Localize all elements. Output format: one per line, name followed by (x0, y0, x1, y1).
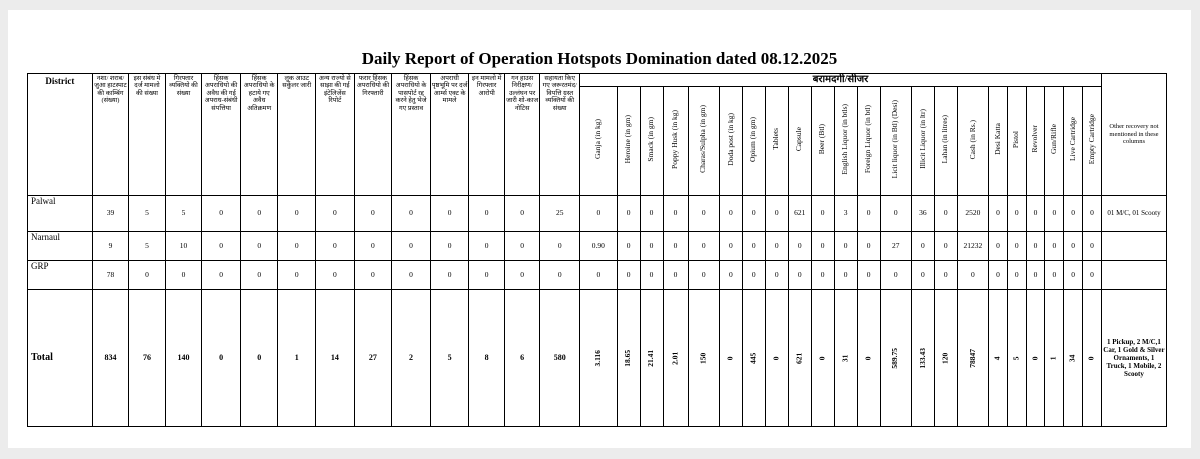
hindi-column-header: हिंसक अपराधियो की अवैध की गई अपराध-संबंधी संपत्तिया (202, 74, 241, 196)
report-table (27, 73, 1167, 427)
count-cell: 39 (92, 195, 129, 232)
seizure-column-header (834, 86, 857, 195)
count-cell: 10 (165, 232, 202, 261)
seizure-total-value: 21.41 (646, 349, 656, 367)
seizure-column-label: Smack (in gm) (646, 116, 656, 162)
seizure-total-value: 1 (1049, 356, 1058, 361)
seizure-column-header (934, 86, 957, 195)
count-cell: 0 (540, 260, 580, 289)
seizure-cell (811, 289, 834, 426)
hindi-column-header: सहायता किए गए जरूरतमंद/ विपत्ति ग्रस्त व्यक्तियों की संख्या (540, 74, 580, 196)
seizure-cell: 0 (765, 232, 788, 261)
seizure-cell: 0 (765, 260, 788, 289)
seizure-cell (1007, 289, 1026, 426)
seizure-cell (719, 289, 742, 426)
district-row (28, 195, 1167, 232)
count-cell: 14 (316, 289, 355, 426)
count-cell: 27 (354, 289, 392, 426)
count-cell: 0 (430, 195, 469, 232)
seizure-column-header (742, 86, 765, 195)
seizure-cell: 0 (617, 195, 640, 232)
seizure-cell: 621 (788, 195, 811, 232)
seizure-cell: 0 (580, 260, 618, 289)
seizure-cell: 0 (742, 232, 765, 261)
seizure-column-header (1082, 86, 1101, 195)
count-cell: 78 (92, 260, 129, 289)
seizure-total-value: 150 (698, 352, 708, 364)
seizure-cell (1064, 289, 1083, 426)
seizure-column-header (989, 86, 1008, 195)
seizure-cell: 0 (617, 232, 640, 261)
hindi-column-header: गिरफ्तार व्यक्तियो की संख्या (165, 74, 202, 196)
seizure-cell: 0 (989, 195, 1008, 232)
seizure-column-header (1064, 86, 1083, 195)
seizure-cell: 0 (857, 232, 880, 261)
count-cell: 8 (469, 289, 504, 426)
seizure-column-header (765, 86, 788, 195)
seizure-cell: 0 (1026, 232, 1045, 261)
count-cell: 1 (278, 289, 316, 426)
seizure-cell (788, 289, 811, 426)
seizure-cell (957, 289, 988, 426)
count-cell: 834 (92, 289, 129, 426)
hindi-column-header: हिंसक अपराधियो के हटाये गए अवैध अतिक्रमण (240, 74, 278, 196)
seizure-cell: 0 (811, 232, 834, 261)
seizure-cell: 0 (934, 195, 957, 232)
seizure-total-value: 3.116 (593, 350, 603, 367)
seizure-cell: 0 (1064, 232, 1083, 261)
seizure-cell: 0.90 (580, 232, 618, 261)
seizure-total-value: 0 (725, 356, 735, 361)
hindi-column-header: अन्य राज्यो से साझा की गई इंटेलिजेंस रिपोर्ट (316, 74, 355, 196)
seizure-total-value: 621 (794, 352, 804, 364)
seizure-column-header (617, 86, 640, 195)
seizure-cell: 0 (880, 195, 911, 232)
seizure-cell: 0 (688, 232, 719, 261)
seizure-column-label: Revolver (1030, 125, 1040, 153)
seizure-cell: 2520 (957, 195, 988, 232)
total-label: Total (28, 289, 93, 426)
seizure-cell (857, 289, 880, 426)
count-cell: 6 (504, 289, 539, 426)
seizure-cell (580, 289, 618, 426)
district-header: District (28, 74, 93, 196)
seizure-cell: 0 (580, 195, 618, 232)
count-cell: 0 (540, 232, 580, 261)
seizure-cell: 21232 (957, 232, 988, 261)
count-cell: 0 (129, 260, 166, 289)
total-row (28, 289, 1167, 426)
seizure-column-label: Lahan (in litres) (940, 115, 950, 164)
count-cell: 0 (278, 232, 316, 261)
seizure-cell: 0 (640, 260, 663, 289)
seizure-cell: 0 (688, 195, 719, 232)
hindi-column-header: नशा/ शराब/ जुआ हाटस्पाट की काम्बिंग (संख्या) (92, 74, 129, 196)
count-cell: 0 (430, 232, 469, 261)
seizure-cell: 0 (1026, 195, 1045, 232)
seizure-section-header: बरामदगी/सीजर (580, 74, 1102, 87)
seizure-cell: 0 (742, 195, 765, 232)
seizure-column-header (911, 86, 934, 195)
district-name: Narnaul (28, 232, 93, 261)
seizure-column-label: Heroine (in gm) (623, 115, 633, 164)
count-cell: 0 (240, 289, 278, 426)
seizure-cell (834, 289, 857, 426)
seizure-column-label: Poppy Husk (in kg) (670, 109, 680, 169)
count-cell: 5 (129, 195, 166, 232)
seizure-cell (934, 289, 957, 426)
seizure-cell: 0 (989, 232, 1008, 261)
seizure-cell: 0 (811, 195, 834, 232)
seizure-column-label: Empty Cartridge (1086, 114, 1096, 165)
count-cell: 0 (504, 195, 539, 232)
seizure-total-value: 0 (817, 356, 827, 361)
hindi-column-header: लुक आउट सर्कुलर जारी (278, 74, 316, 196)
hindi-column-header: इन मामलो में गिरफ्तार आरोपी (469, 74, 504, 196)
report-title: Daily Report of Operation Hotspots Domination dated 08.12.2025 (361, 49, 838, 68)
seizure-cell (1082, 289, 1101, 426)
count-cell: 0 (240, 195, 278, 232)
seizure-cell: 0 (880, 260, 911, 289)
count-cell: 5 (129, 232, 166, 261)
seizure-column-label: Opium (in gm) (748, 116, 758, 162)
count-cell: 0 (469, 260, 504, 289)
seizure-column-label: Desi Katta (992, 123, 1002, 156)
count-cell: 2 (392, 289, 431, 426)
seizure-total-value: 78847 (967, 348, 977, 368)
seizure-cell: 0 (1045, 260, 1064, 289)
seizure-cell (1026, 289, 1045, 426)
count-cell: 0 (278, 260, 316, 289)
seizure-cell: 0 (663, 195, 688, 232)
count-cell: 0 (354, 232, 392, 261)
count-cell: 0 (165, 260, 202, 289)
seizure-total-value: 0 (771, 356, 781, 361)
count-cell: 9 (92, 232, 129, 261)
seizure-total-value: 120 (940, 352, 950, 364)
seizure-cell: 0 (1064, 195, 1083, 232)
seizure-total-value: 18.65 (623, 349, 633, 367)
count-cell: 0 (202, 260, 241, 289)
count-cell: 0 (202, 289, 241, 426)
seizure-column-label: Live Cartridge (1067, 117, 1077, 162)
seizure-column-label: English Liquor (in btls) (840, 103, 850, 175)
seizure-cell: 0 (1064, 260, 1083, 289)
count-cell: 0 (392, 260, 431, 289)
seizure-column-label: Tablets (771, 128, 781, 150)
seizure-total-value: 4 (992, 356, 1002, 361)
hindi-column-header: अपराधी पृष्ठभूमि पर दर्ज आर्म्स एक्ट के मामले (430, 74, 469, 196)
count-cell: 0 (316, 260, 355, 289)
district-row (28, 232, 1167, 261)
seizure-cell: 0 (1082, 195, 1101, 232)
seizure-total-value: 31 (840, 354, 850, 363)
seizure-cell (911, 289, 934, 426)
seizure-cell (1045, 289, 1064, 426)
count-cell: 0 (392, 232, 431, 261)
seizure-column-header (1045, 86, 1064, 195)
seizure-cell: 0 (934, 232, 957, 261)
seizure-cell: 0 (788, 260, 811, 289)
seizure-total-value: 133.43 (917, 348, 927, 369)
hindi-column-header: इस संबंध मे दर्ज मामलो की संख्या (129, 74, 166, 196)
seizure-column-header (640, 86, 663, 195)
seizure-cell: 0 (834, 260, 857, 289)
seizure-column-header (719, 86, 742, 195)
header-row-1 (28, 74, 1167, 87)
count-cell: 0 (469, 195, 504, 232)
seizure-cell: 0 (857, 195, 880, 232)
seizure-column-header (1007, 86, 1026, 195)
count-cell: 5 (430, 289, 469, 426)
seizure-column-header (880, 86, 911, 195)
district-name: Palwal (28, 195, 93, 232)
seizure-total-value: 589.75 (890, 348, 900, 369)
seizure-cell: 0 (765, 195, 788, 232)
hindi-column-header: गन हाउस निरीक्षण/ उल्लंघन पर जारी शो-काज नोटिस (504, 74, 539, 196)
seizure-total-value: 5 (1011, 356, 1021, 361)
seizure-total-value: 2.01 (670, 351, 680, 365)
seizure-column-label: Ganja (in kg) (593, 119, 603, 160)
seizure-cell (663, 289, 688, 426)
count-cell: 140 (165, 289, 202, 426)
seizure-total-value: 0 (1086, 356, 1096, 361)
seizure-cell: 0 (719, 195, 742, 232)
count-cell: 0 (316, 232, 355, 261)
count-cell: 0 (354, 260, 392, 289)
count-cell: 580 (540, 289, 580, 426)
count-cell: 25 (540, 195, 580, 232)
seizure-cell: 0 (617, 260, 640, 289)
seizure-column-label: Charas/Sulpha (in gm) (698, 105, 708, 174)
seizure-cell: 0 (640, 232, 663, 261)
seizure-cell: 0 (719, 260, 742, 289)
seizure-cell: 0 (1082, 232, 1101, 261)
seizure-cell: 0 (663, 232, 688, 261)
count-cell: 0 (202, 195, 241, 232)
seizure-cell: 0 (857, 260, 880, 289)
seizure-cell: 0 (911, 232, 934, 261)
seizure-cell: 0 (688, 260, 719, 289)
seizure-cell: 0 (1045, 195, 1064, 232)
seizure-cell: 0 (742, 260, 765, 289)
count-cell: 0 (240, 232, 278, 261)
seizure-column-label: Illicit Liquor (in ltr) (917, 109, 927, 170)
other-recovery-cell: 1 Pickup, 2 M/C,1 Car, 1 Gold & Silver Ornaments, 1 Truck, 1 Mobile, 2 Scooty (1101, 289, 1166, 426)
seizure-column-label: Pistol (1011, 130, 1021, 148)
seizure-column-label: Foreign Liquor (in btl) (863, 105, 873, 174)
seizure-column-header (788, 86, 811, 195)
seizure-column-header (1026, 86, 1045, 195)
seizure-column-label: Beer (Btl) (817, 124, 827, 155)
seizure-total-value: 0 (1030, 356, 1040, 361)
seizure-cell: 0 (640, 195, 663, 232)
seizure-cell (765, 289, 788, 426)
count-cell: 0 (316, 195, 355, 232)
count-cell: 5 (165, 195, 202, 232)
seizure-cell: 0 (1026, 260, 1045, 289)
seizure-cell: 0 (663, 260, 688, 289)
report-sheet (8, 10, 1191, 448)
count-cell: 0 (504, 232, 539, 261)
seizure-column-header (663, 86, 688, 195)
count-cell: 0 (392, 195, 431, 232)
other-recovery-cell: 01 M/C, 01 Scooty (1101, 195, 1166, 232)
count-cell: 0 (504, 260, 539, 289)
seizure-cell (989, 289, 1008, 426)
seizure-cell (880, 289, 911, 426)
count-cell: 76 (129, 289, 166, 426)
count-cell: 0 (469, 232, 504, 261)
count-cell: 0 (240, 260, 278, 289)
other-recovery-cell (1101, 260, 1166, 289)
other-recovery-header: Other recovery not mentioned in these columns (1101, 74, 1166, 196)
seizure-total-value: 0 (863, 356, 873, 361)
count-cell: 0 (202, 232, 241, 261)
seizure-total-value: 445 (748, 352, 758, 364)
district-name: GRP (28, 260, 93, 289)
count-cell: 0 (278, 195, 316, 232)
seizure-cell: 3 (834, 195, 857, 232)
seizure-column-header (957, 86, 988, 195)
seizure-cell: 0 (1007, 232, 1026, 261)
seizure-cell: 0 (989, 260, 1008, 289)
seizure-cell (742, 289, 765, 426)
seizure-cell: 0 (934, 260, 957, 289)
seizure-column-label: Doda post (in kg) (725, 112, 735, 166)
seizure-cell: 36 (911, 195, 934, 232)
seizure-column-label: Licit liquor (in Btl) (Desi) (890, 100, 900, 179)
seizure-cell (617, 289, 640, 426)
seizure-column-header (580, 86, 618, 195)
seizure-cell: 0 (834, 232, 857, 261)
seizure-cell: 0 (957, 260, 988, 289)
seizure-cell: 27 (880, 232, 911, 261)
count-cell: 0 (430, 260, 469, 289)
seizure-column-label: Capsule (794, 127, 804, 152)
seizure-cell: 0 (1082, 260, 1101, 289)
seizure-column-header (688, 86, 719, 195)
hindi-column-header: फरार हिंसक अपराधियो की गिरफ्तारी (354, 74, 392, 196)
seizure-column-label: Cash (in Rs.) (967, 119, 977, 159)
seizure-cell: 0 (788, 232, 811, 261)
hindi-column-header: हिंसक अपराधियो के पासपोर्ट रद्द करने हेतु भेजे गए प्रस्ताव (392, 74, 431, 196)
seizure-cell: 0 (811, 260, 834, 289)
seizure-cell: 0 (1045, 232, 1064, 261)
seizure-cell: 0 (1007, 195, 1026, 232)
district-row (28, 260, 1167, 289)
seizure-total-value: 34 (1067, 354, 1077, 363)
seizure-column-label: Gun/Rifle (1049, 124, 1058, 155)
seizure-cell (688, 289, 719, 426)
seizure-column-header (857, 86, 880, 195)
seizure-cell: 0 (911, 260, 934, 289)
other-recovery-cell (1101, 232, 1166, 261)
seizure-column-header (811, 86, 834, 195)
count-cell: 0 (354, 195, 392, 232)
seizure-cell: 0 (719, 232, 742, 261)
seizure-cell (640, 289, 663, 426)
seizure-cell: 0 (1007, 260, 1026, 289)
